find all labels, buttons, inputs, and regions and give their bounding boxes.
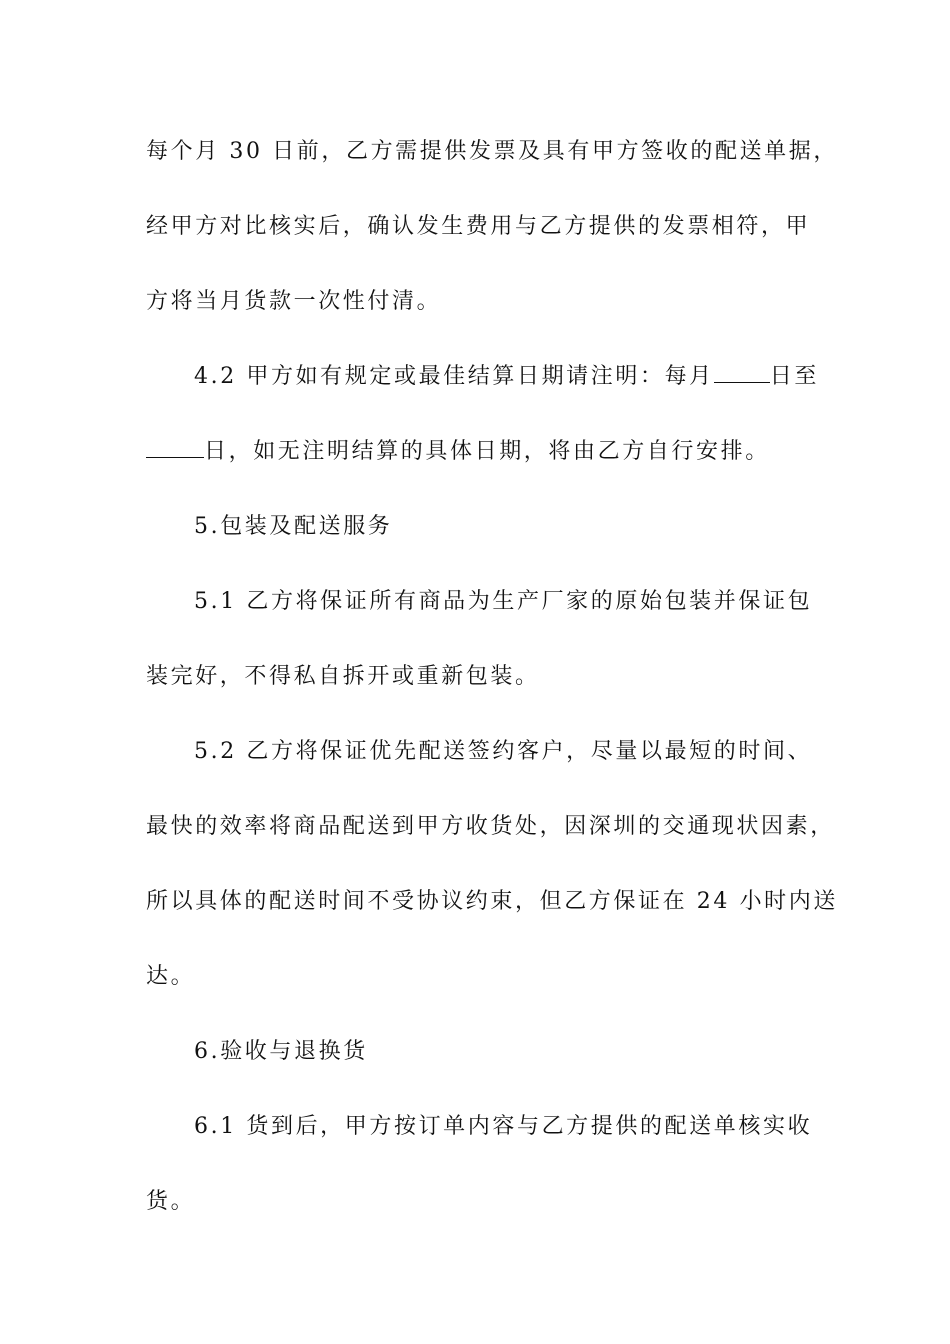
line-text: 最快的效率将商品配送到甲方收货处，因深圳的交通现状因素， bbox=[146, 814, 835, 839]
paragraph-line bbox=[194, 1112, 813, 1142]
paragraph-line bbox=[146, 437, 810, 467]
line-text: 4.2 甲方如有规定或最佳结算日期请注明：每月 bbox=[194, 364, 714, 389]
paragraph-line bbox=[146, 1187, 810, 1217]
line-text: 方将当月货款一次性付清。 bbox=[146, 289, 442, 314]
line-text: 每个月 30 日前，乙方需提供发票及具有甲方签收的配送单据， bbox=[146, 139, 838, 164]
paragraph-line bbox=[146, 212, 810, 242]
line-text: 6.1 货到后，甲方按订单内容与乙方提供的配送单核实收 bbox=[194, 1114, 813, 1139]
paragraph-line bbox=[194, 362, 819, 392]
paragraph-line bbox=[146, 287, 810, 317]
section-heading bbox=[194, 1037, 810, 1067]
line-text: 装完好，不得私自拆开或重新包装。 bbox=[146, 664, 540, 689]
line-text: 日，如无注明结算的具体日期，将由乙方自行安排。 bbox=[204, 439, 770, 464]
line-text: 所以具体的配送时间不受协议约束，但乙方保证在 24 小时内送 bbox=[146, 889, 838, 914]
paragraph-line bbox=[146, 887, 838, 917]
paragraph-line bbox=[146, 962, 810, 992]
paragraph-line bbox=[194, 737, 813, 767]
section-heading bbox=[194, 512, 810, 542]
line-text: 5.2 乙方将保证优先配送签约客户，尽量以最短的时间、 bbox=[194, 739, 813, 764]
line-text: 经甲方对比核实后，确认发生费用与乙方提供的发票相符，甲 bbox=[146, 214, 811, 239]
paragraph-line bbox=[146, 137, 838, 167]
paragraph-line bbox=[194, 587, 813, 617]
heading-text: 5.包装及配送服务 bbox=[194, 514, 393, 539]
line-text: 货。 bbox=[146, 1189, 196, 1214]
paragraph-line bbox=[146, 812, 835, 842]
fill-in-blank bbox=[146, 437, 204, 458]
paragraph-line bbox=[146, 662, 810, 692]
line-text: 5.1 乙方将保证所有商品为生产厂家的原始包装并保证包 bbox=[194, 589, 813, 614]
heading-text: 6.验收与退换货 bbox=[194, 1039, 368, 1064]
line-text: 日至 bbox=[769, 364, 819, 389]
line-text: 达。 bbox=[146, 964, 196, 989]
fill-in-blank bbox=[714, 362, 770, 383]
